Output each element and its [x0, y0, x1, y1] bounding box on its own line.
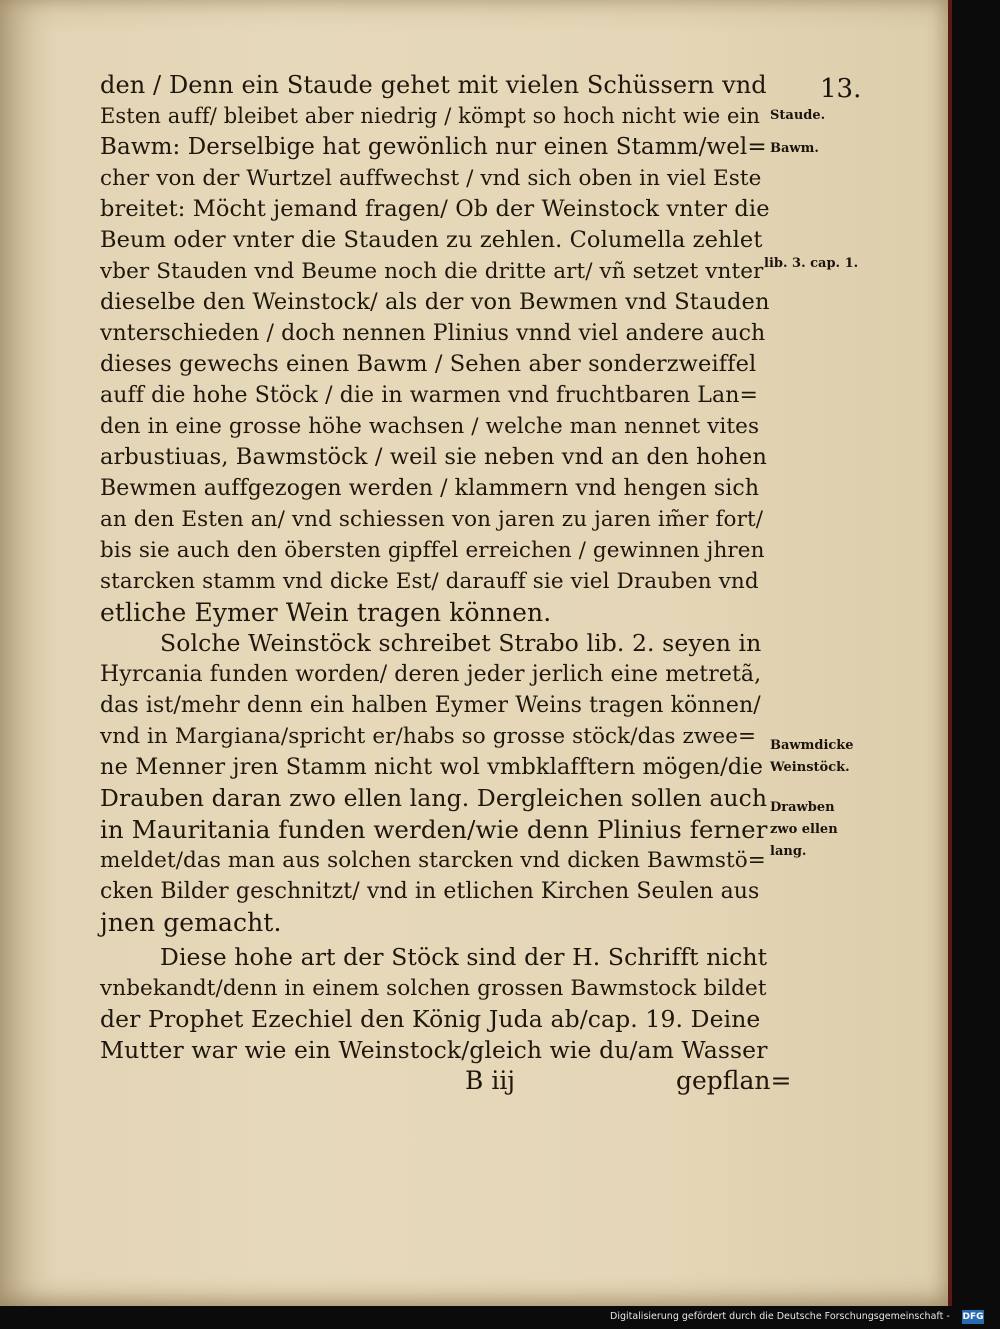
margin-note: Drawben: [770, 800, 835, 815]
text-line: an den Esten an/ vnd schiessen von jaren zu jaren im̃er fort/: [100, 507, 764, 532]
margin-note: Bawmdicke: [770, 738, 854, 753]
margin-note: Bawm.: [770, 141, 819, 156]
text-line: Drauben daran zwo ellen lang. Dergleichen sollen auch: [100, 784, 768, 812]
margin-note: Weinstöck.: [770, 760, 850, 775]
margin-note: lib. 3. cap. 1.: [764, 256, 859, 271]
text-line: vber Stauden vnd Beume noch die dritte art/ vñ setzet vnter: [100, 259, 764, 284]
text-line: dieses gewechs einen Bawm / Sehen aber sonderzweiffel: [100, 351, 757, 377]
text-line: Beum oder vnter die Stauden zu zehlen. Columella zehlet: [100, 227, 763, 253]
text-line: Bewmen auffgezogen werden / klammern vnd hengen sich: [100, 476, 760, 501]
text-line: den / Denn ein Staude gehet mit vielen Schüssern vnd: [100, 71, 767, 99]
text-line: starcken stamm vnd dicke Est/ darauff sie viel Drauben vnd: [100, 569, 759, 594]
text-line: der Prophet Ezechiel den König Juda ab/cap. 19. Deine: [100, 1005, 761, 1033]
text-line: arbustiuas, Bawmstöck / weil sie neben vnd an den hohen: [100, 444, 767, 470]
book-edge: [948, 0, 952, 1306]
text-line: breitet: Möcht jemand fragen/ Ob der Weinstock vnter die: [100, 196, 770, 222]
text-line: meldet/das man aus solchen starcken vnd dicken Bawmstö=: [100, 848, 766, 873]
text-line: auff die hohe Stöck / die in warmen vnd fruchtbaren Lan=: [100, 383, 758, 408]
text-line: vnbekandt/denn in einem solchen grossen Bawmstock bildet: [100, 976, 767, 1001]
text-line: Bawm: Derselbige hat gewönlich nur einen Stamm/wel=: [100, 134, 767, 160]
text-line: vnd in Margiana/spricht er/habs so grosse stöck/das zwee=: [100, 724, 757, 749]
text-line: das ist/mehr denn ein halben Eymer Weins tragen können/: [100, 693, 761, 718]
funding-footer: Digitalisierung gefördert durch die Deutsche Forschungsgemeinschaft -: [610, 1311, 950, 1322]
text-line: den in eine grosse höhe wachsen / welche man nennet vites: [100, 414, 760, 439]
margin-note: lang.: [770, 844, 807, 859]
page-number: 13.: [820, 74, 862, 104]
text-line: Hyrcania funden worden/ deren jeder jerlich eine metretã,: [100, 662, 762, 687]
text-line: vnterschieden / doch nennen Plinius vnnd viel andere auch: [100, 321, 766, 346]
text-line: etliche Eymer Wein tragen können.: [100, 598, 552, 627]
text-line: ne Menner jren Stamm nicht wol vmbklafftern mögen/die: [100, 754, 764, 780]
text-line: Mutter war wie ein Weinstock/gleich wie du/am Wasser: [100, 1036, 768, 1064]
text-line: in Mauritania funden werden/wie denn Plinius ferner: [100, 815, 768, 844]
margin-note: Staude.: [770, 108, 826, 123]
text-line: Diese hohe art der Stöck sind der H. Schrifft nicht: [160, 943, 768, 971]
text-line: Esten auff/ bleibet aber niedrig / kömpt so hoch nicht wie ein: [100, 104, 761, 128]
text-line: dieselbe den Weinstock/ als der von Bewmen vnd Stauden: [100, 289, 770, 315]
text-line: jnen gemacht.: [100, 908, 282, 937]
dfg-logo-icon: DFG: [962, 1312, 984, 1322]
text-line: Solche Weinstöck schreibet Strabo lib. 2. seyen in: [160, 629, 762, 657]
margin-note: zwo ellen: [770, 822, 838, 837]
signature-mark: B iij: [465, 1066, 516, 1095]
text-line: cken Bilder geschnitzt/ vnd in etlichen Kirchen Seulen aus: [100, 879, 760, 904]
text-line: cher von der Wurtzel auffwechst / vnd sich oben in viel Este: [100, 166, 762, 191]
text-line: bis sie auch den öbersten gipffel erreichen / gewinnen jhren: [100, 538, 765, 563]
catchword: gepflan=: [676, 1066, 792, 1095]
